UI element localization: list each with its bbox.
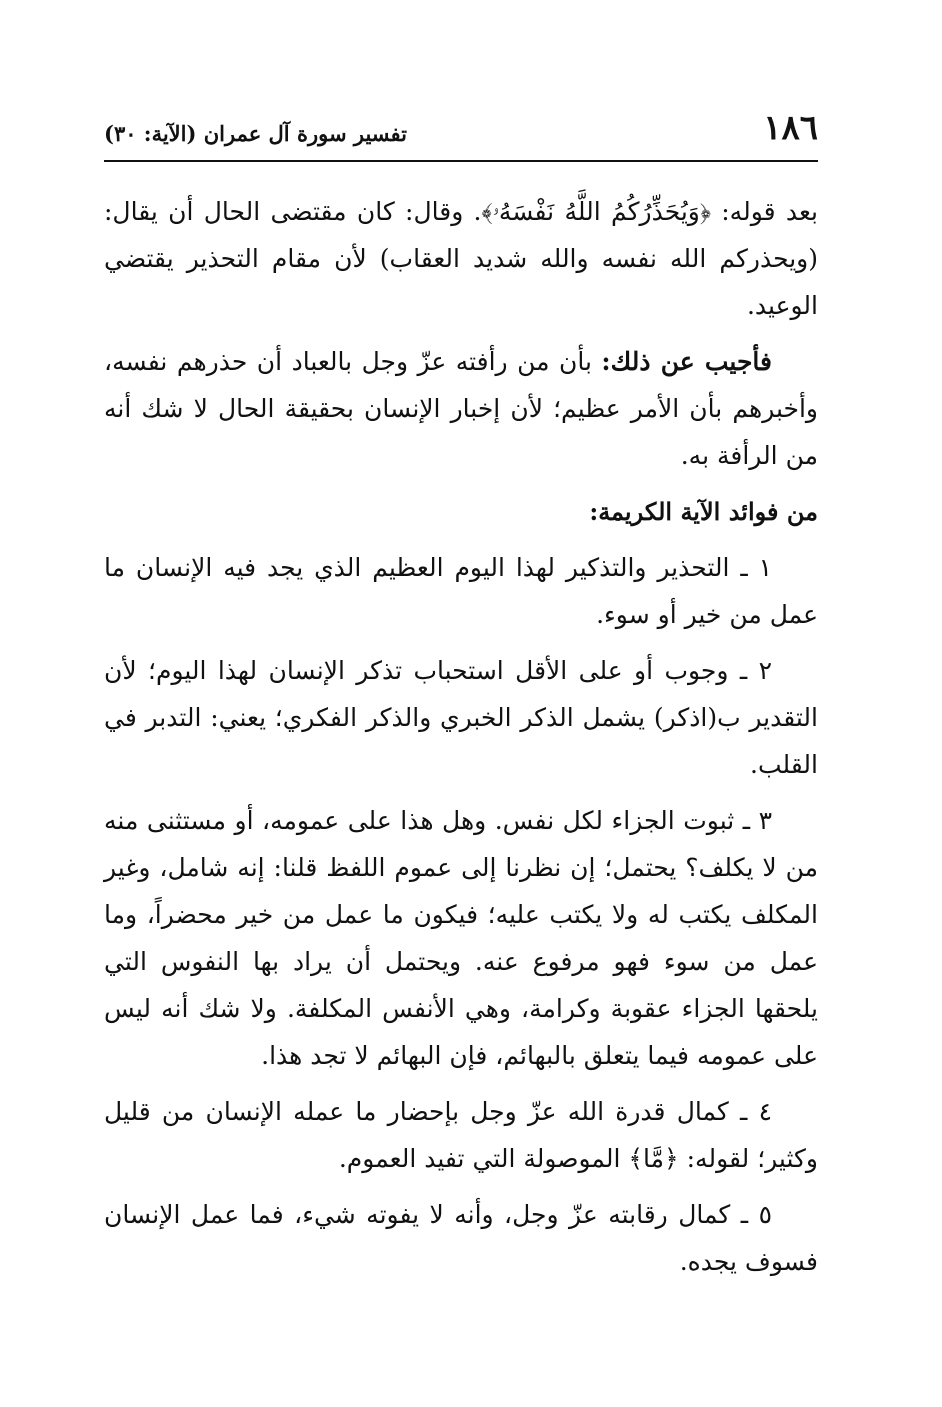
benefits-heading: من فوائد الآية الكريمة:	[589, 497, 818, 526]
page-number: ١٨٦	[763, 108, 818, 148]
benefit-item-1: ١ ـ التحذير والتذكير لهذا اليوم العظيم الذي يجد فيه الإنسان ما عمل من خير أو سوء.	[104, 553, 818, 629]
page-header	[104, 108, 818, 156]
running-title: تفسير سورة آل عمران (الآية: ٣٠)	[104, 121, 407, 146]
answer-paragraph	[104, 338, 818, 479]
benefit-item-4: ٤ ـ كمال قدرة الله عزّ وجل بإحضار ما عمله الإنسان من قليل وكثير؛ لقوله: ﴿مَّا﴾ الموصولة التي تفيد العموم.	[104, 1097, 818, 1173]
header-divider	[104, 160, 818, 162]
page-body	[104, 188, 818, 1294]
benefit-item-5: ٥ ـ كمال رقابته عزّ وجل، وأنه لا يفوته شيء، فما عمل الإنسان فسوف يجده.	[104, 1200, 818, 1276]
benefit-item-3: ٣ ـ ثبوت الجزاء لكل نفس. وهل هذا على عمومه، أو مستثنى منه من لا يكلف؟ يحتمل؛ إن نظرنا إلى عموم اللفظ قلنا: إنه شامل، وغير المكلف يكتب له ولا يكتب عليه؛ فيكون ما عمل من خير محضراً، وما عمل من سوء فهو مرفوع عنه. ويحتمل أن يراد بها النفوس التي يلحقها الجزاء عقوبة وكرامة، وهي الأنفس المكلفة. ولا شك أنه ليس على عمومه فيما يتعلق بالبهائم، فإن البهائم لا تجد هذا.	[104, 806, 818, 1070]
answer-lead: فأجيب عن ذلك:	[601, 347, 772, 376]
intro-paragraph: بعد قوله: ﴿وَيُحَذِّرُكُمُ اللَّهُ نَفْسَهُۥ﴾. وقال: كان مقتضى الحال أن يقال: (ويحذركم الله نفسه والله شديد العقاب) لأن مقام التحذير يقتضي الوعيد.	[104, 197, 818, 320]
benefit-item-2: ٢ ـ وجوب أو على الأقل استحباب تذكر الإنسان لهذا اليوم؛ لأن التقدير ب(اذكر) يشمل الذكر الخبري والذكر الفكري؛ يعني: التدبر في القلب.	[104, 656, 818, 779]
answer-text: بأن من رأفته عزّ وجل بالعباد أن حذرهم نفسه، وأخبرهم بأن الأمر عظيم؛ لأن إخبار الإنسان بحقيقة الحال لا شك أنه من الرأفة به.	[104, 347, 818, 470]
